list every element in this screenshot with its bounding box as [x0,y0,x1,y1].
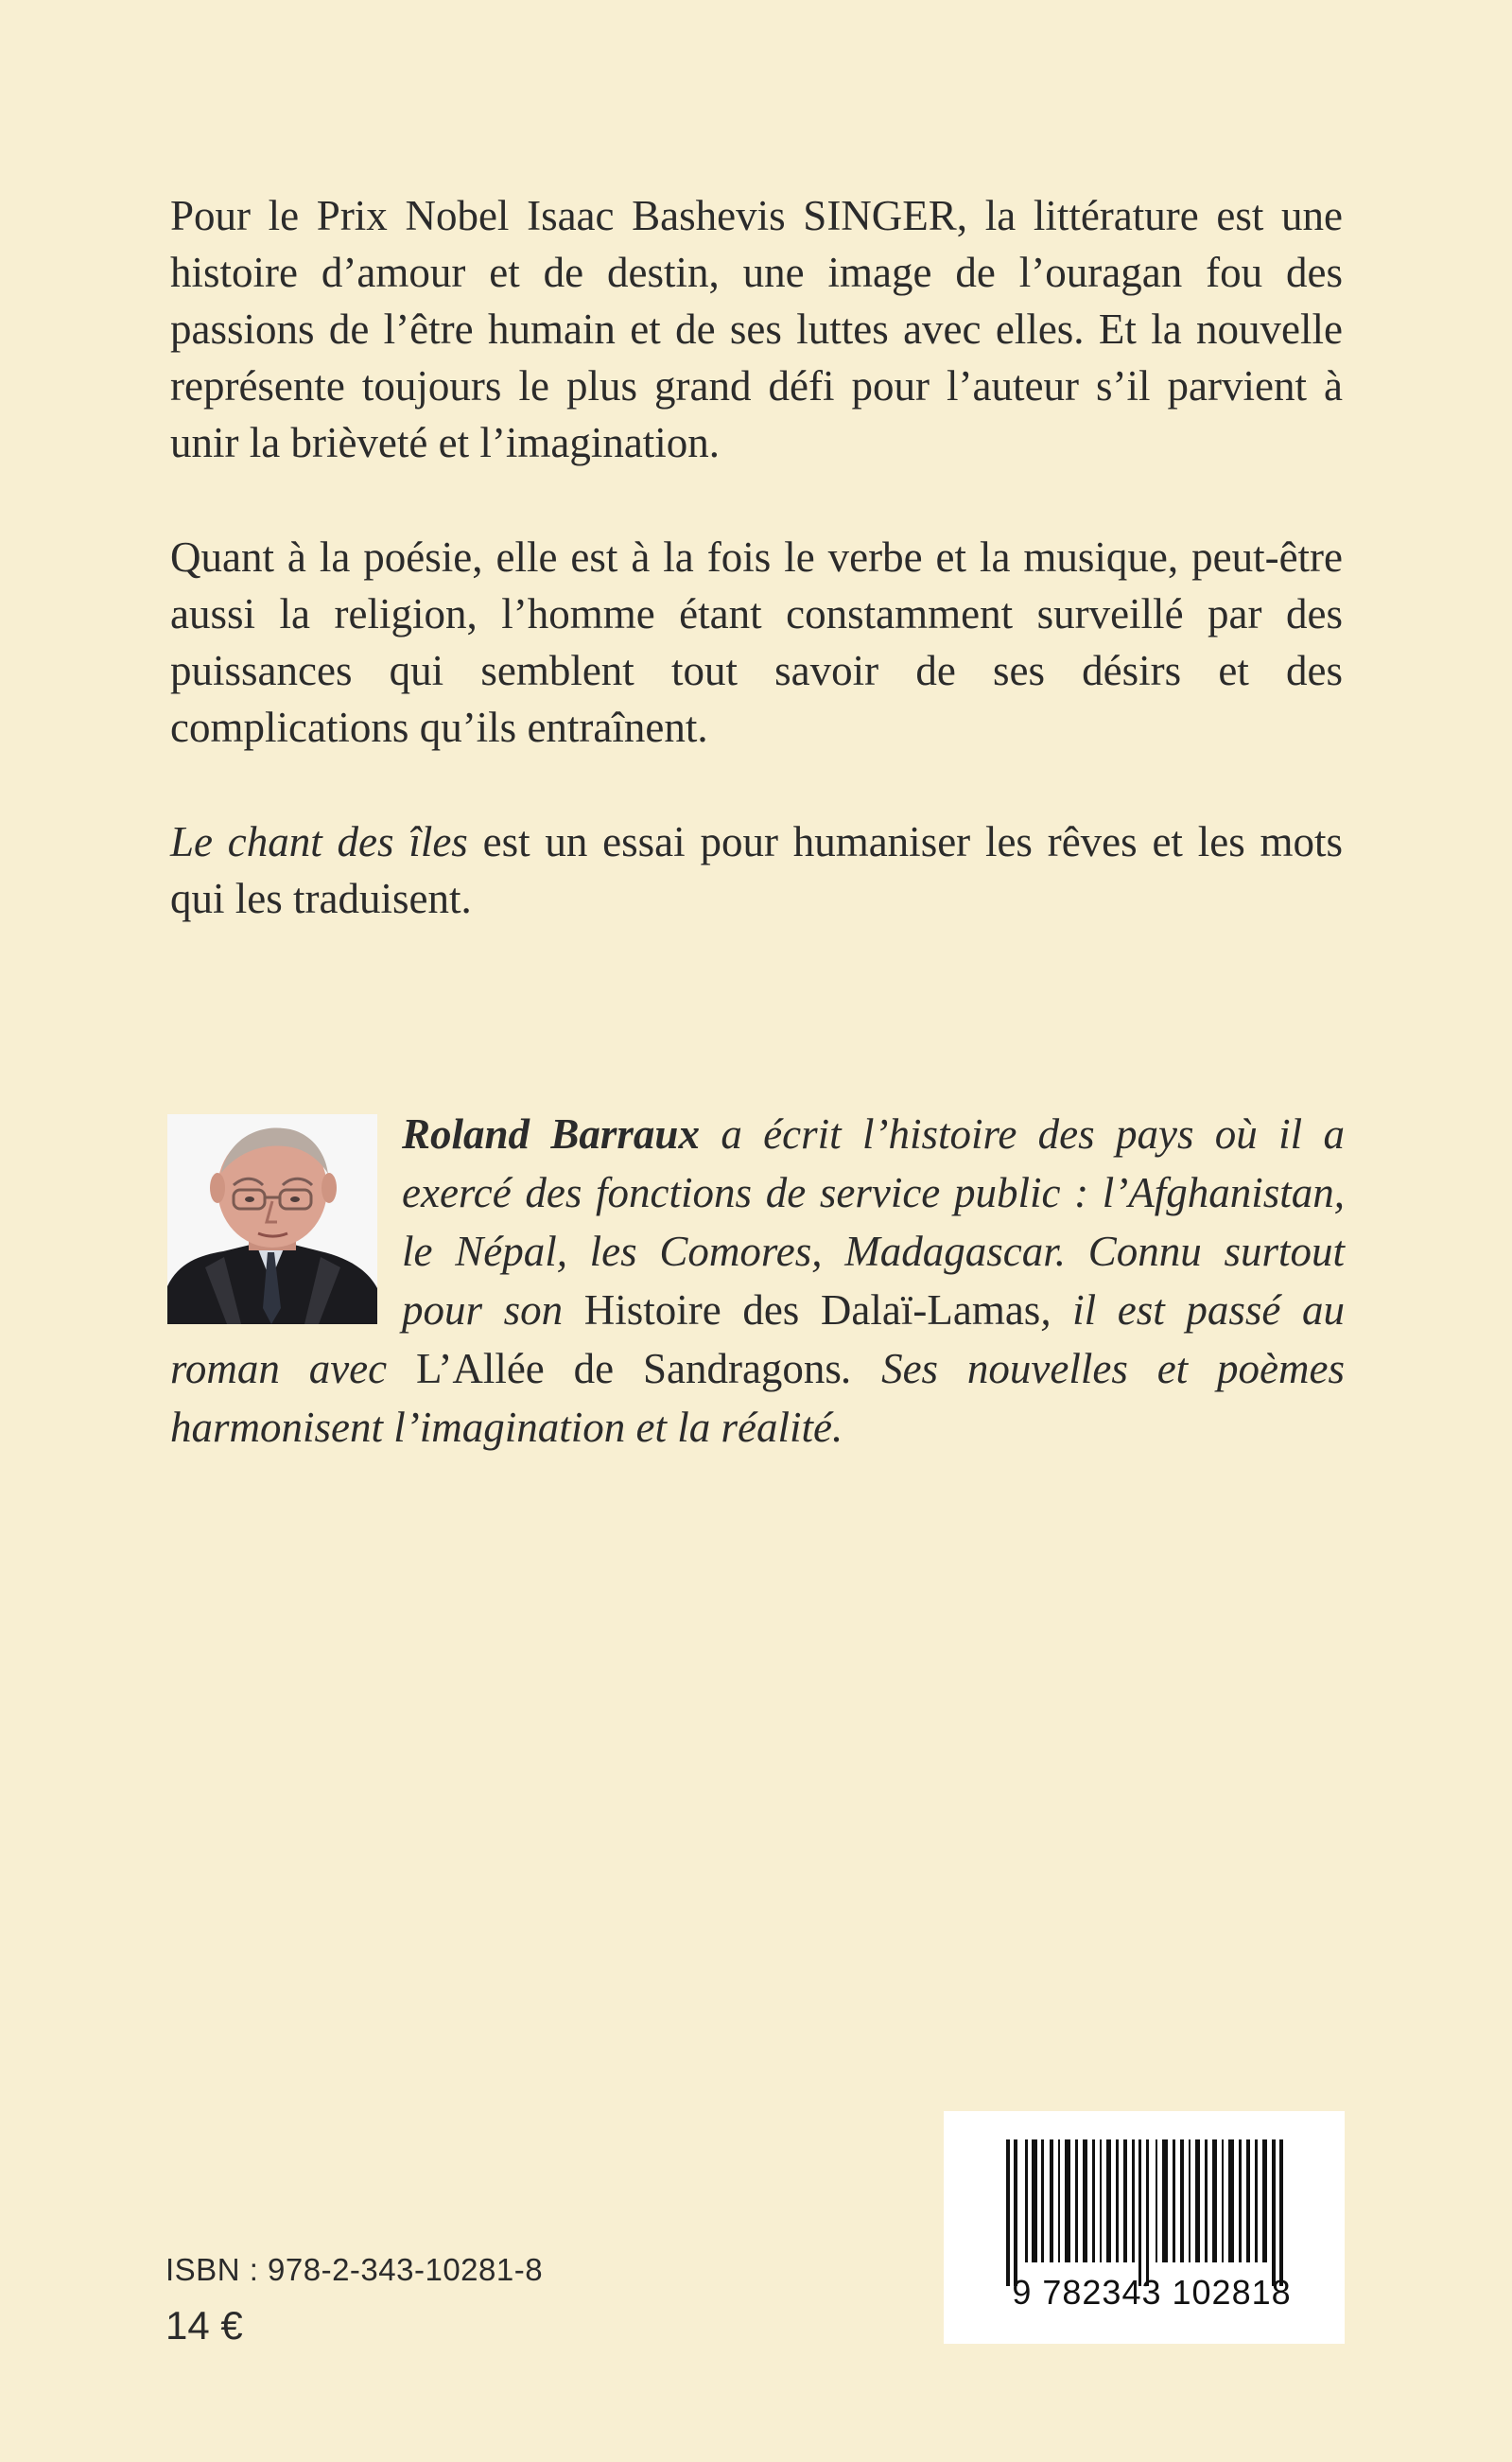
intro-paragraph: Pour le Prix Nobel Isaac Bashevis SINGER, la littérature est une histoire d’amour et de destin, une image de l’ouragan fou des passions de l’être humain et de ses luttes avec elles. Et la nouvelle représente toujours le plus grand défi pour l’auteur s’il parvient à unir la brièveté et l’imagination. [170,192,1343,466]
isbn-label: ISBN : 978-2-343-10281-8 [165,2252,544,2287]
author-bio-part3: . Ses nouvelles et poèmes harmonisent l’imagination et la réalité. [170,1345,1345,1451]
barcode-number: 9 782343 102818 [1012,2273,1292,2312]
price-label: 14 € [165,2303,243,2348]
author-bio [170,1105,1345,1457]
poetry-paragraph: Quant à la poésie, elle est à la fois le verbe et la musique, peut-être aussi la religion, l’homme étant constamment surveillé par des puissances qui semblent tout savoir de ses désirs et des complications qu’ils entraînent. [170,533,1343,751]
work-title-dalai-lamas: Histoire des Dalaï-Lamas [583,1286,1041,1334]
title-paragraph-text: est un essai pour humaniser les rêves et les mots qui les traduisent. [170,818,1344,922]
book-title: Le chant des îles [170,818,468,865]
author-bio-part2: , il est passé au roman avec [170,1286,1345,1392]
isbn-barcode [944,2111,1345,2344]
author-bio-part1: a écrit l’histoire des pays où il a exercé des fonctions de service public : l’Afghanistan, le Népal, les Comores, Madagascar. Connu surtout pour son [402,1110,1345,1334]
author-name: Roland Barraux [402,1110,700,1158]
work-title-allee-de-sandragons: L’Allée de Sandragons [415,1345,842,1392]
photo-spacer [170,1105,402,1337]
title-paragraph [170,813,1343,927]
